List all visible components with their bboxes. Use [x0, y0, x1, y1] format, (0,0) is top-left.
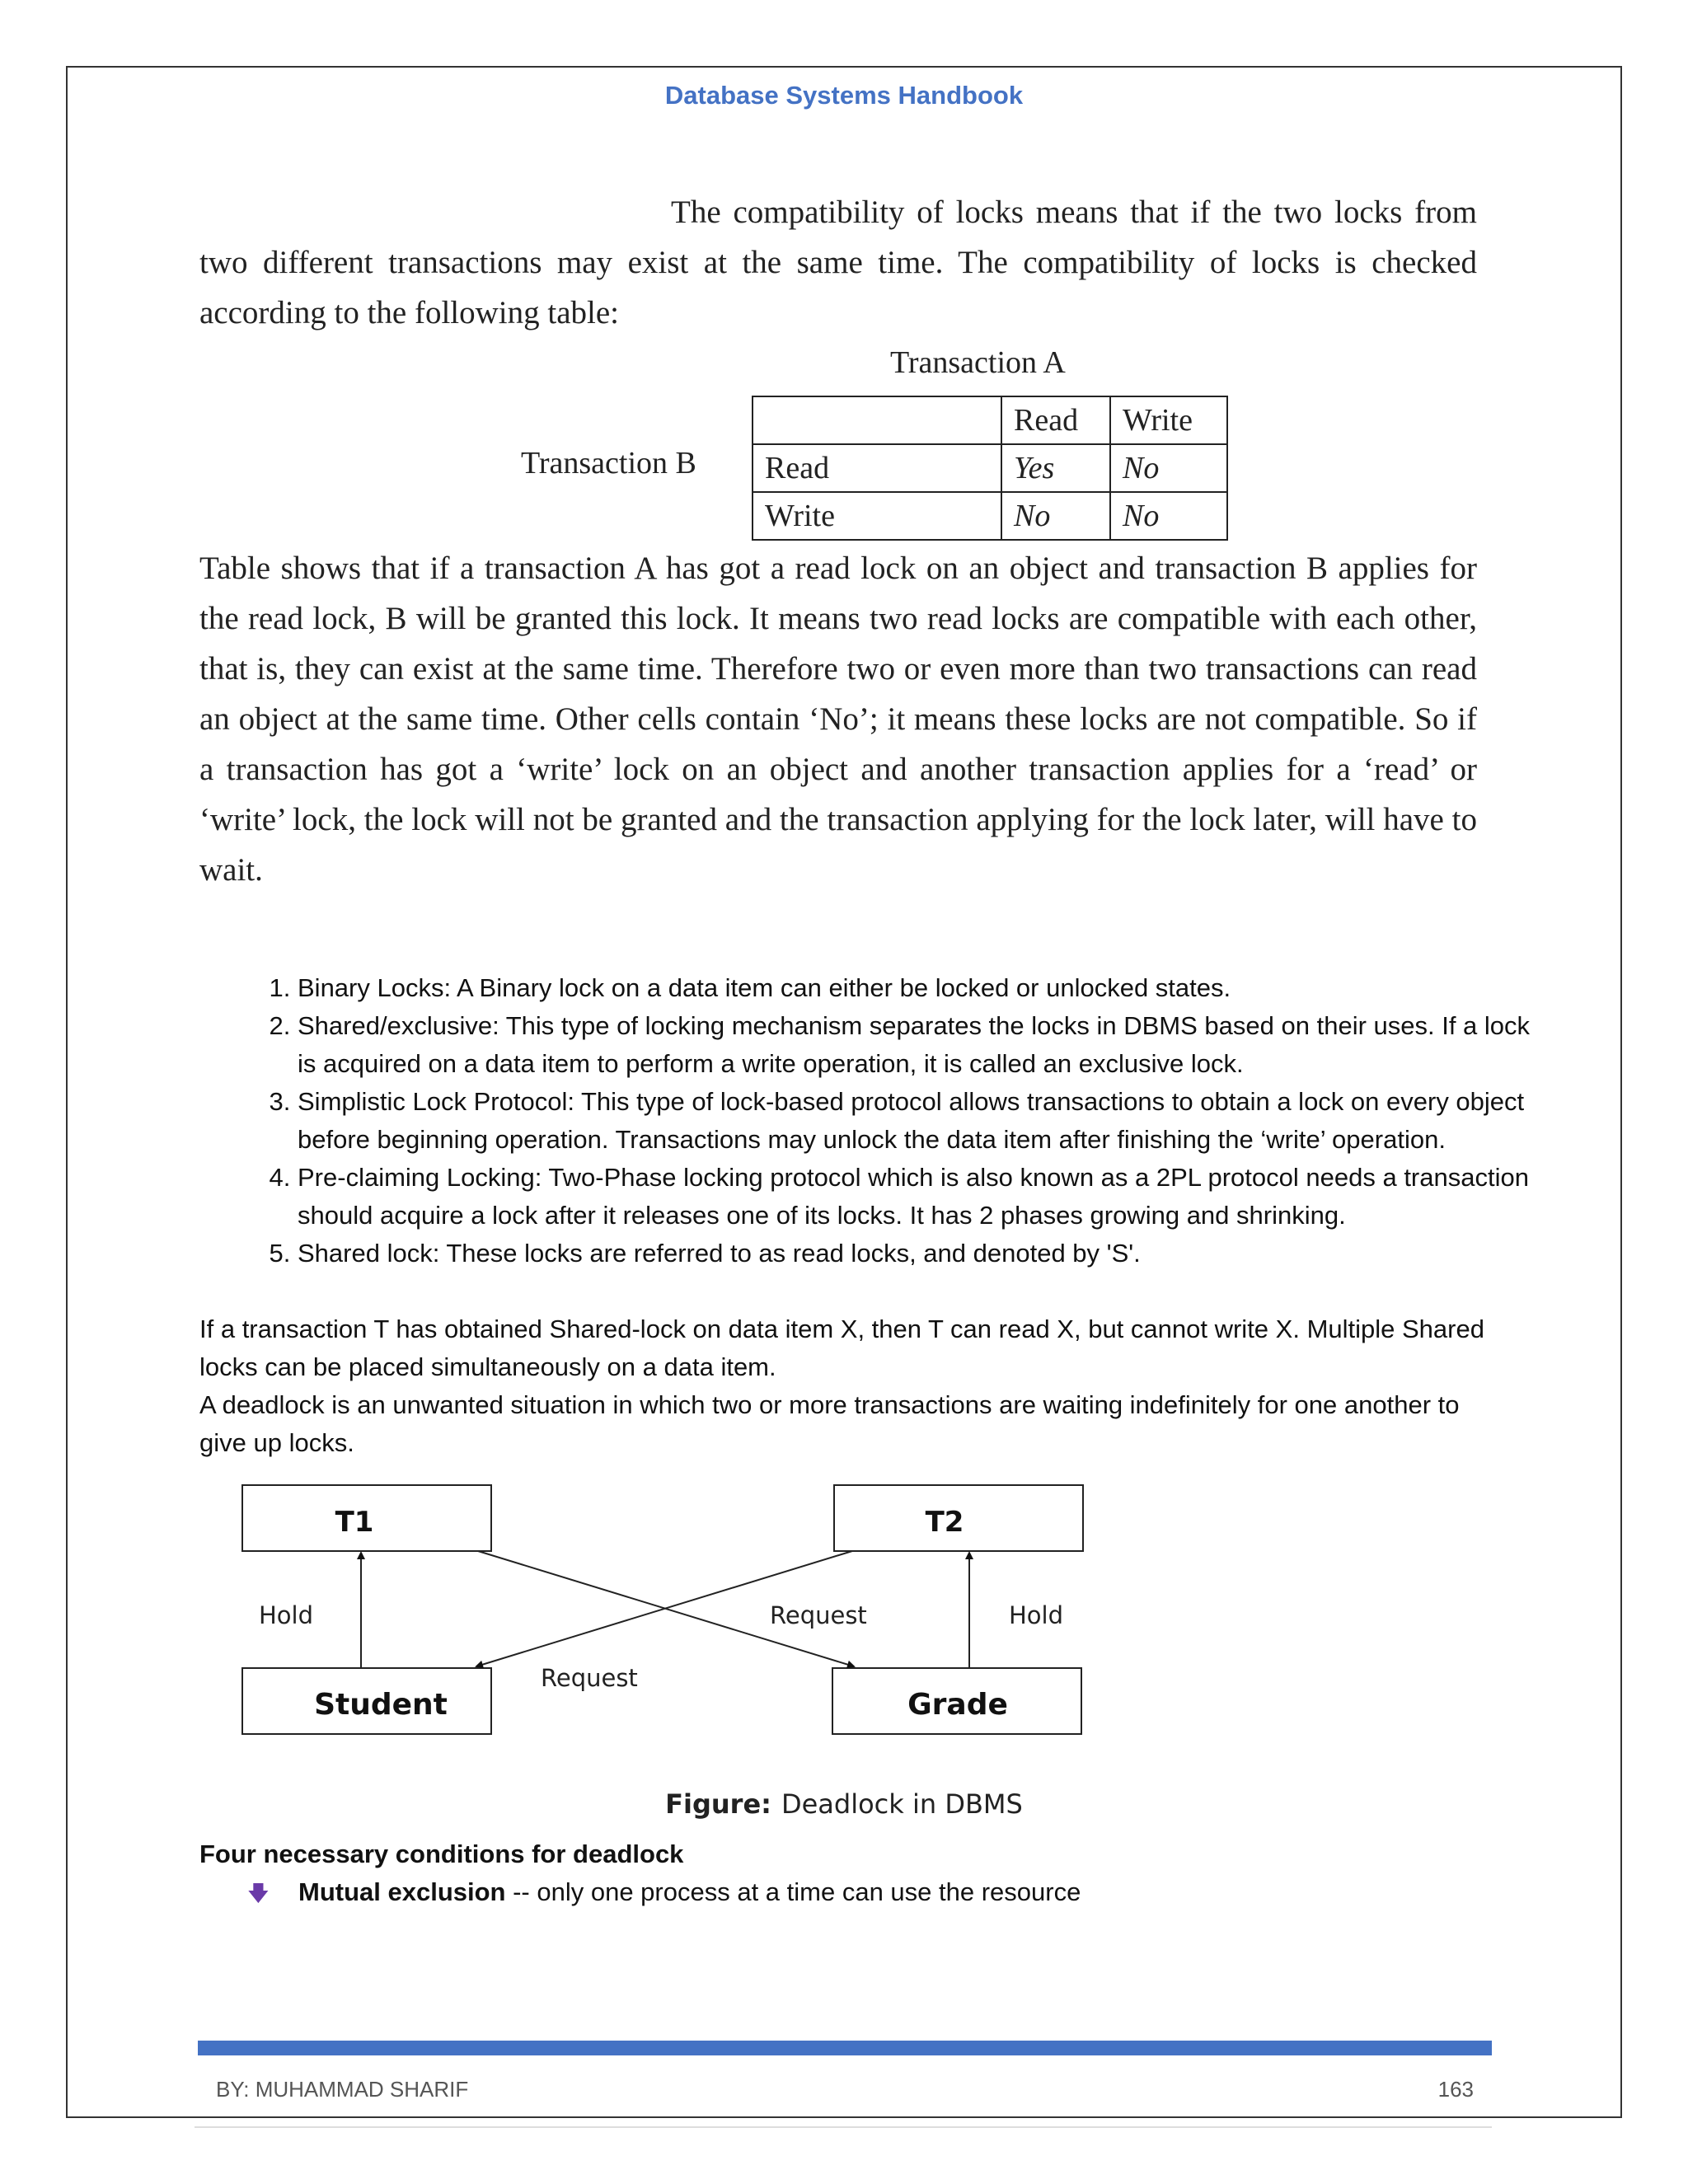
request-right-label: Request: [770, 1601, 867, 1629]
explanation-paragraph: Table shows that if a transaction A has got a read lock on an object and transaction B applies for the read lock, B will be granted this lock. It means two read locks are compatible with each other, that is, they can exist at the same time. Therefore two or even more than two transactions can read an object at the same time. Other cells contain ‘No’; it means these locks are not compatible. So if a transaction has got a ‘write’ lock on an object and another transaction applies for a ‘read’ or ‘write’ lock, the lock will not be granted and the transaction applying for the lock later, will have to wait.: [199, 551, 1477, 888]
hold-right-label: Hold: [1009, 1601, 1064, 1629]
intro-paragraph: [199, 187, 1477, 338]
list-item: 2. Shared/exclusive: This type of locking mechanism separates the locks in DBMS based on their uses. If a lock is acquired on a data item to perform a write operation, it is called an exclusive lock.: [298, 1007, 1534, 1083]
condition-text: -- only one process at a time can use the resource: [505, 1877, 1081, 1906]
caption-text: Deadlock in DBMS: [781, 1788, 1023, 1820]
student-label: Student: [314, 1688, 448, 1722]
cell-read-read: Yes: [1001, 444, 1110, 492]
table-row: [753, 492, 1227, 540]
figure-caption: [0, 1788, 1688, 1820]
request-left-label: Request: [541, 1664, 638, 1692]
page-number: 163: [1437, 2077, 1474, 2102]
lock-types-list: [244, 969, 1534, 1272]
column-header-write: Write: [1110, 396, 1227, 444]
condition-item: [247, 1877, 1081, 1915]
footer-divider: [195, 2126, 1492, 2128]
intro-text: The compatibility of locks means that if the two locks from two different transactions may exist at the same time. The compatibility of locks is checked according to the following table:: [199, 194, 1477, 330]
list-item: 1. Binary Locks: A Binary lock on a data item can either be locked or unlocked states.: [298, 969, 1534, 1007]
row-header-read: Read: [753, 444, 1001, 492]
grade-label: Grade: [907, 1688, 1008, 1722]
table-corner-cell: [753, 396, 1001, 444]
list-item: 4. Pre-claiming Locking: Two-Phase locking protocol which is also known as a 2PL protocol needs a transaction should acquire a lock after it releases one of its locks. It has 2 phases growing and shrinking.: [298, 1159, 1534, 1235]
caption-prefix: Figure:: [665, 1788, 771, 1820]
lock-compatibility-table: [752, 396, 1228, 541]
condition-term: Mutual exclusion: [298, 1877, 506, 1906]
list-item: 3. Simplistic Lock Protocol: This type of lock-based protocol allows transactions to obtain a lock on every object before beginning operation. Transactions may unlock the data item after finishing the ‘write’ operation.: [298, 1083, 1534, 1159]
list-item: 5. Shared lock: These locks are referred to as read locks, and denoted by 'S'.: [298, 1235, 1534, 1272]
t1-label: T1: [335, 1506, 374, 1539]
bullet-arrow-icon: 🡇: [247, 1881, 270, 1905]
deadlock-definition: A deadlock is an unwanted situation in which two or more transactions are waiting indefinitely for one another to give up locks.: [199, 1390, 1460, 1457]
transaction-b-label: Transaction B: [521, 446, 696, 480]
conditions-heading: Four necessary conditions for deadlock: [199, 1840, 684, 1868]
cell-write-write: No: [1110, 492, 1227, 540]
t2-label: T2: [925, 1506, 964, 1539]
footer-accent-bar: [198, 2041, 1492, 2055]
cell-read-write: No: [1110, 444, 1227, 492]
transaction-a-label: Transaction A: [890, 345, 1066, 380]
deadlock-diagram: [231, 1475, 1104, 1755]
shared-lock-note: If a transaction T has obtained Shared-lock on data item X, then T can read X, but cannot write X. Multiple Shared locks can be placed simultaneously on a data item.: [199, 1315, 1484, 1381]
hold-left-label: Hold: [259, 1601, 314, 1629]
footer-author: BY: MUHAMMAD SHARIF: [216, 2077, 469, 2102]
table-header-row: [753, 396, 1227, 444]
running-header: Database Systems Handbook: [664, 81, 1024, 110]
cell-write-read: No: [1001, 492, 1110, 540]
table-row: [753, 444, 1227, 492]
row-header-write: Write: [753, 492, 1001, 540]
column-header-read: Read: [1001, 396, 1110, 444]
